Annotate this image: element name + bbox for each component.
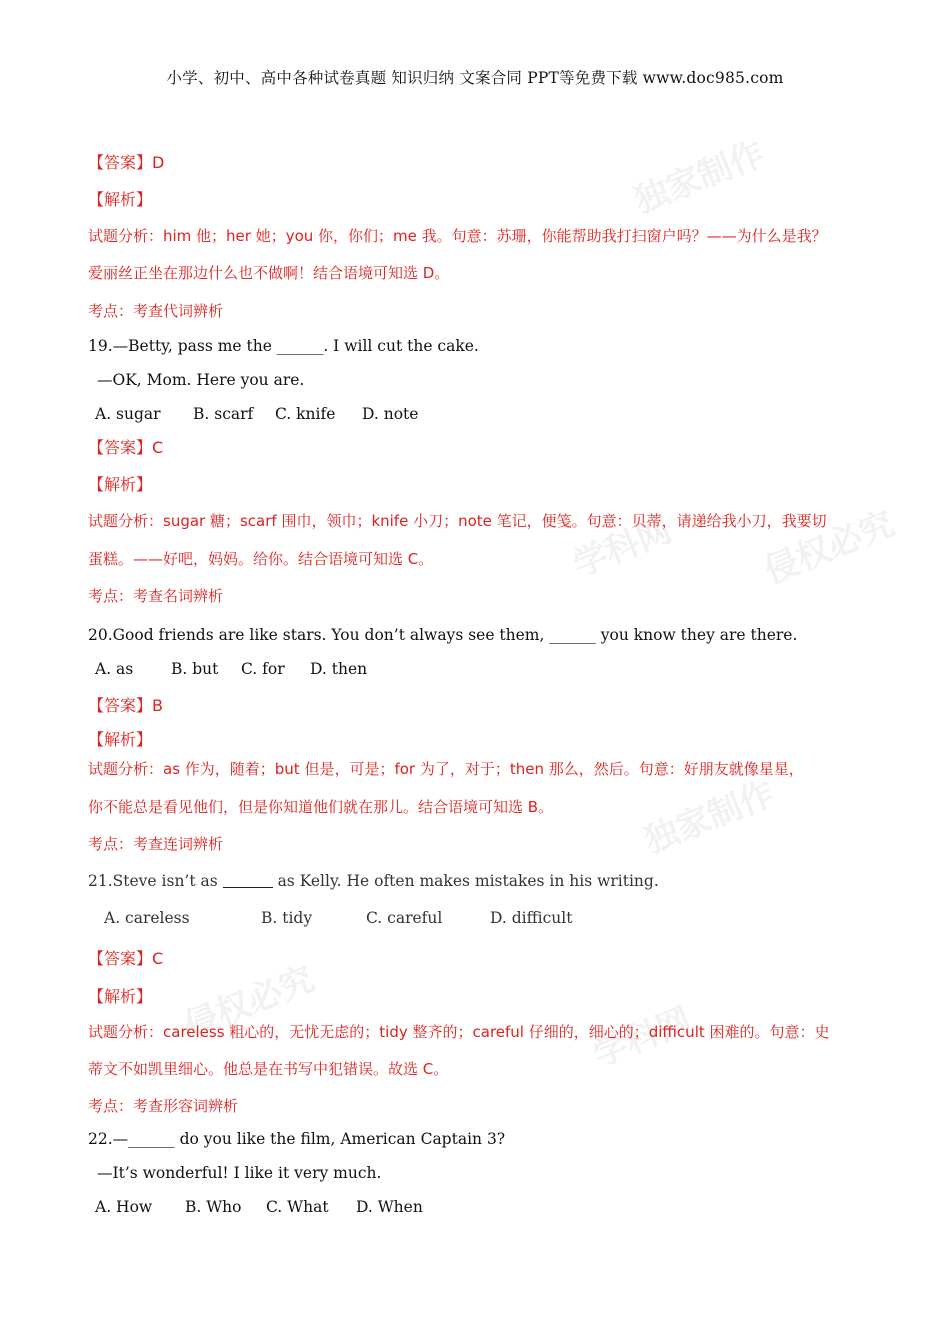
stem-text: 21.Steve isn’t as <box>88 872 223 890</box>
analysis-text: 蒂文不如凯里细心。他总是在书写中犯错误。故选 C。 <box>88 1060 449 1078</box>
option: B. but <box>171 660 219 678</box>
analysis-label: 【解析】 <box>88 987 153 1006</box>
option: B. Who <box>185 1198 242 1216</box>
analysis-text: 试题分析：as 作为，随着；but 但是，可是；for 为了，对于；then 那么，然后。句意：好朋友就像星星， <box>88 760 804 778</box>
analysis-text: 蛋糕。——好吧，妈妈。给你。结合语境可知选 C。 <box>88 550 434 568</box>
analysis-text: 你不能总是看见他们，但是你知道他们就在那儿。结合语境可知选 B。 <box>88 798 554 816</box>
option: D. note <box>362 405 419 423</box>
option: D. When <box>356 1198 423 1216</box>
analysis-label: 【解析】 <box>88 475 153 494</box>
exam-point: 考点：考查代词辨析 <box>88 302 224 320</box>
watermark: 侵权必究 <box>178 958 320 1047</box>
option: B. scarf <box>193 405 254 423</box>
option: B. tidy <box>261 909 313 927</box>
options-row <box>95 1198 423 1216</box>
answer-label: 【答案】C <box>88 949 164 968</box>
options-row <box>104 909 572 927</box>
stem-text: as Kelly. He often makes mistakes in his writing. <box>272 872 659 890</box>
question-stem: 19.—Betty, pass me the ______. I will cut the cake. <box>88 337 479 355</box>
question-stem: —OK, Mom. Here you are. <box>97 371 305 389</box>
option: C. knife <box>275 405 336 423</box>
options-row <box>95 660 367 678</box>
answer-label: 【答案】D <box>88 153 165 172</box>
option: D. then <box>310 660 368 678</box>
watermark: 独家制作 <box>638 773 780 862</box>
option: C. What <box>266 1198 329 1216</box>
option: A. careless <box>104 909 190 927</box>
analysis-text: 试题分析：careless 粗心的，无忧无虑的；tidy 整齐的；careful 仔细的，细心的；difficult 困难的。句意：史 <box>88 1023 830 1041</box>
option: C. careful <box>366 909 443 927</box>
exam-point: 考点：考查连词辨析 <box>88 835 224 853</box>
watermark: 学科网 <box>567 510 678 586</box>
answer-label: 【答案】B <box>88 696 163 715</box>
analysis-label: 【解析】 <box>88 730 153 749</box>
question-stem: 22.—______ do you like the film, American Captain 3? <box>88 1130 506 1148</box>
exam-point: 考点：考查名词辨析 <box>88 587 224 605</box>
analysis-label: 【解析】 <box>88 190 153 209</box>
analysis-text: 试题分析：sugar 糖；scarf 围巾，领巾；knife 小刀；note 笔记，便笺。句意：贝蒂，请递给我小刀，我要切 <box>88 512 827 530</box>
exam-point: 考点：考查形容词辨析 <box>88 1097 239 1115</box>
option: A. as <box>95 660 134 678</box>
watermark: 独家制作 <box>628 133 770 222</box>
question-stem <box>88 872 659 890</box>
analysis-text: 试题分析：him 他；her 她；you 你，你们；me 我。句意：苏珊，你能帮助我打扫窗户吗？——为什么是我？ <box>88 227 827 245</box>
option: C. for <box>241 660 285 678</box>
options-row <box>95 405 418 423</box>
watermark: 侵权必究 <box>758 503 900 592</box>
option: A. sugar <box>95 405 161 423</box>
watermark: 学科网 <box>587 1000 698 1076</box>
page-header: 小学、初中、高中各种试卷真题 知识归纳 文案合同 PPT等免费下载 www.doc985.com <box>166 69 784 87</box>
option: D. difficult <box>490 909 573 927</box>
analysis-text: 爱丽丝正坐在那边什么也不做啊！结合语境可知选 D。 <box>88 264 450 282</box>
question-stem: —It’s wonderful! I like it very much. <box>97 1164 382 1182</box>
answer-label: 【答案】C <box>88 438 164 457</box>
option: A. How <box>95 1198 153 1216</box>
blank <box>223 887 273 888</box>
question-stem: 20.Good friends are like stars. You don’t always see them, ______ you know they are there. <box>88 626 798 644</box>
